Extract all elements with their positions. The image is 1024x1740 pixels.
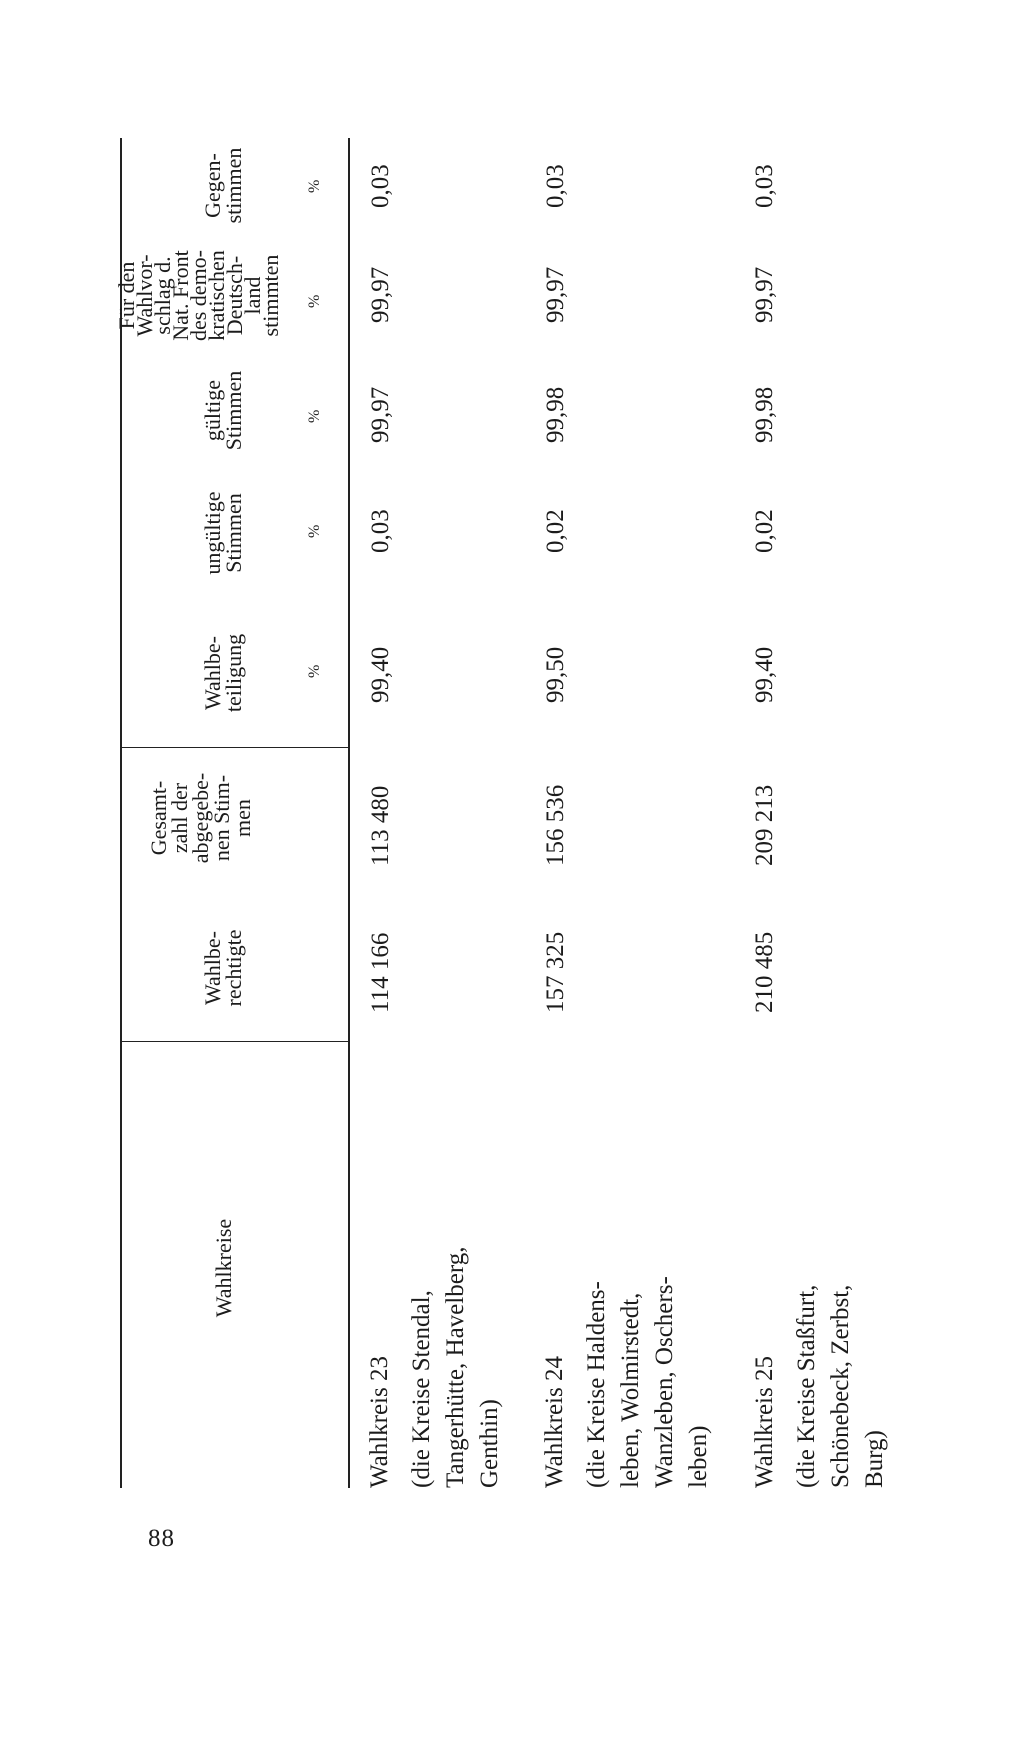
row-districts: (die Kreise Haldens- leben, Wolmirstedt, Wanzleben, Oschers- leben) xyxy=(583,1276,712,1488)
header-wahlbeteiligung: Wahlbe- teiligung xyxy=(200,633,246,713)
header-wahlberechtigte: Wahlbe- rechtigte xyxy=(200,929,246,1007)
cell-fuer: 99,97 xyxy=(542,266,569,323)
cell-abgegebene: 156 536 xyxy=(542,784,569,866)
table-row-name xyxy=(538,1048,716,1488)
cell-ungueltige: 0,03 xyxy=(367,509,394,553)
pct-ungueltige: % xyxy=(306,524,323,538)
page-number: 88 xyxy=(148,1525,175,1552)
cell-gueltige: 99,97 xyxy=(367,386,394,443)
header-fuer: Für den Wahlvor- schlag d. Nat. Front des demo- kratischen Deutsch- land stimmten xyxy=(114,249,283,342)
cell-gegen: 0,03 xyxy=(367,164,394,208)
table-row-name xyxy=(748,1048,892,1488)
header-gueltige: gültige Stimmen xyxy=(200,370,246,451)
pct-wahlbeteiligung: % xyxy=(306,664,323,678)
cell-gegen: 0,03 xyxy=(542,164,569,208)
cell-wahlberechtigte: 157 325 xyxy=(542,931,569,1013)
cell-gueltige: 99,98 xyxy=(542,386,569,443)
cell-fuer: 99,97 xyxy=(367,266,394,323)
cell-wahlberechtigte: 210 485 xyxy=(751,931,778,1013)
row-name: Wahlkreis 25 xyxy=(751,1356,778,1488)
header-ungueltige: ungültige Stimmen xyxy=(200,491,246,575)
cell-gueltige: 99,98 xyxy=(751,386,778,443)
cell-abgegebene: 209 213 xyxy=(751,784,778,866)
election-results-table xyxy=(114,138,888,1488)
table-row-name xyxy=(363,1048,507,1488)
cell-ungueltige: 0,02 xyxy=(751,509,778,553)
row-name: Wahlkreis 24 xyxy=(541,1356,568,1488)
cell-wahlbeteiligung: 99,50 xyxy=(542,646,569,703)
cell-wahlberechtigte: 114 166 xyxy=(367,932,394,1013)
cell-wahlbeteiligung: 99,40 xyxy=(751,646,778,703)
pct-gegen: % xyxy=(306,179,323,193)
col-divider-1 xyxy=(120,1041,348,1042)
cell-fuer: 99,97 xyxy=(751,266,778,323)
pct-fuer: % xyxy=(306,294,323,308)
cell-gegen: 0,03 xyxy=(751,164,778,208)
row-districts: (die Kreise Stendal, Tangerhütte, Havelberg, Genthin) xyxy=(408,1246,503,1488)
pct-gueltige: % xyxy=(306,409,323,423)
cell-abgegebene: 113 480 xyxy=(367,785,394,866)
cell-wahlbeteiligung: 99,40 xyxy=(367,646,394,703)
cell-ungueltige: 0,02 xyxy=(542,509,569,553)
header-abgegebene: Gesamt- zahl der abgegebe- nen Stim- men xyxy=(146,772,255,864)
header-rule xyxy=(348,138,350,1488)
row-name: Wahlkreis 23 xyxy=(366,1356,393,1488)
header-wahlkreise: Wahlkreise xyxy=(211,1218,236,1318)
row-districts: (die Kreise Staßfurt, Schönebeck, Zerbst, Burg) xyxy=(793,1284,888,1488)
header-gegen: Gegen- stimmen xyxy=(200,147,246,224)
